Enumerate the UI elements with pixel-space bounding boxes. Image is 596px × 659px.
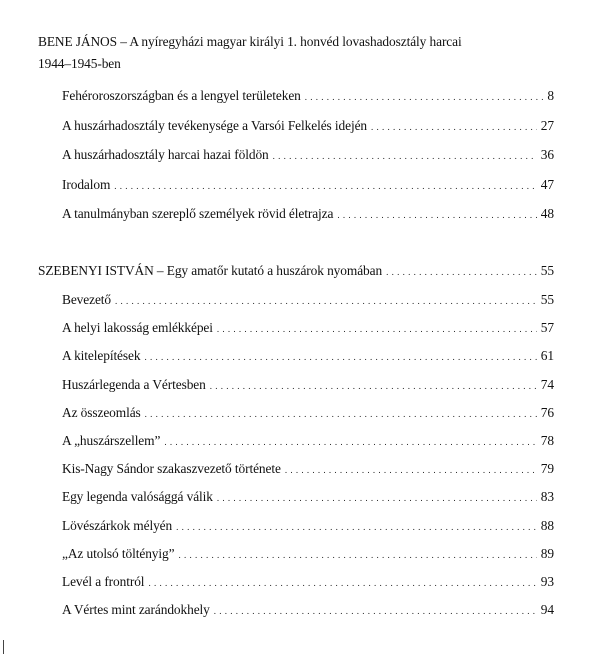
toc-entry-title: Fehéroroszországban és a lengyel területeken [62, 88, 301, 103]
dot-leader [273, 148, 537, 164]
toc-entry-page: 8 [547, 88, 554, 103]
toc-entry [62, 489, 554, 505]
toc-entry [62, 377, 554, 393]
toc-entry-title: Irodalom [62, 176, 111, 192]
toc-entry [62, 348, 554, 364]
toc-entry-page: 61 [540, 348, 554, 364]
toc-entry [62, 206, 554, 222]
toc-entry [62, 574, 554, 590]
toc-entry [62, 602, 554, 618]
toc-entry-page: 89 [540, 545, 554, 561]
dot-leader [305, 89, 544, 105]
toc-entry-title: Huszárlegenda a Vértesben [62, 376, 206, 392]
dot-leader [285, 462, 537, 478]
toc-entry-title: Az összeomlás [62, 404, 141, 420]
toc-entry [62, 118, 554, 134]
dot-leader [145, 406, 537, 422]
toc-entry-page: 36 [540, 147, 554, 162]
dot-leader [214, 603, 537, 619]
toc-entry [62, 292, 554, 308]
toc-entry [62, 177, 554, 193]
toc-entry-title: A Vértes mint zarándokhely [62, 602, 210, 618]
toc-entry-page: 55 [540, 292, 554, 307]
dot-leader [178, 547, 536, 563]
toc-entry [62, 147, 554, 163]
toc-entry-page: 79 [540, 461, 554, 477]
section1-heading-line2: 1944–1945-ben [38, 56, 121, 71]
toc-entry-title: Bevezető [62, 292, 112, 307]
dot-leader [386, 264, 537, 280]
dot-leader [115, 293, 537, 309]
dot-leader [176, 519, 537, 535]
toc-entry-page: 47 [540, 176, 554, 192]
toc-entry-page: 74 [540, 376, 554, 392]
dot-leader [144, 349, 536, 365]
margin-mark [3, 640, 4, 654]
toc-entry-page: 48 [540, 206, 554, 221]
toc-entry-title: A kitelepítések [62, 348, 141, 364]
section2-heading [38, 263, 554, 279]
dot-leader [371, 119, 537, 135]
section1-heading-line1: BENE JÁNOS – A nyíregyházi magyar királyi 1. honvéd lovashadosztály harcai [38, 34, 462, 49]
toc-entry [62, 320, 554, 336]
dot-leader [217, 490, 537, 506]
toc-entry-title: A tanulmányban szereplő személyek rövid életrajza [62, 206, 334, 221]
toc-entry [62, 405, 554, 421]
toc-entry-title: A „huszárszellem” [62, 433, 161, 448]
section2-heading-title: SZEBENYI ISTVÁN – Egy amatőr kutató a huszárok nyomában [38, 263, 383, 278]
dot-leader [164, 434, 536, 450]
section2-heading-page: 55 [540, 263, 554, 278]
toc-entry-title: Egy legenda valósággá válik [62, 489, 213, 505]
section1-heading [38, 34, 558, 72]
toc-entry-title: Kis-Nagy Sándor szakaszvezető története [62, 461, 281, 477]
toc-entry-title: A huszárhadosztály harcai hazai földön [62, 147, 269, 162]
toc-entry-page: 83 [540, 489, 554, 505]
toc-entry-page: 94 [540, 602, 554, 618]
dot-leader [217, 321, 537, 337]
toc-entry-title: „Az utolsó töltényig” [62, 545, 175, 561]
dot-leader [210, 378, 537, 394]
toc-entry [62, 518, 554, 534]
toc-entry-page: 88 [540, 517, 554, 533]
toc-entry [62, 88, 554, 104]
toc-entry-page: 27 [540, 117, 554, 133]
toc-entry [62, 461, 554, 477]
dot-leader [114, 178, 537, 194]
dot-leader [148, 575, 536, 591]
toc-entry-title: A helyi lakosság emlékképei [62, 320, 213, 336]
toc-entry [62, 546, 554, 562]
toc-entry-page: 76 [540, 404, 554, 420]
toc-entry-page: 78 [540, 433, 554, 448]
toc-entry-title: Lövészárkok mélyén [62, 517, 173, 533]
toc-entry-title: Levél a frontról [62, 574, 145, 589]
dot-leader [337, 207, 536, 223]
toc-entry-title: A huszárhadosztály tevékenysége a Varsói Felkelés idején [62, 117, 368, 133]
toc-entry-page: 93 [540, 574, 554, 589]
toc-entry [62, 433, 554, 449]
toc-entry-page: 57 [540, 320, 554, 336]
